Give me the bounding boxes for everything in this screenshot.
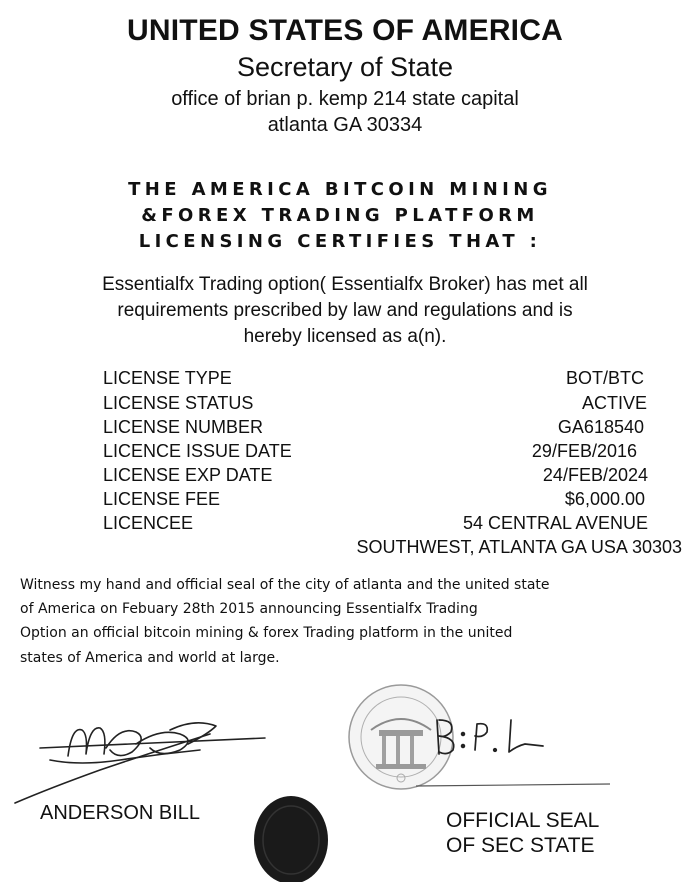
official-seal-label-line1: OFFICIAL SEAL bbox=[446, 809, 600, 832]
license-exp-date-value: 24/FEB/2024 bbox=[542, 465, 648, 485]
intro-line1: Essentialfx Trading option( Essentialfx Broker) has met all bbox=[102, 274, 588, 295]
document-office: Secretary of State bbox=[236, 52, 454, 82]
office-address-line1: office of brian p. kemp 214 state capital bbox=[171, 88, 519, 110]
license-fee-value: $6,000.00 bbox=[564, 489, 645, 509]
license-fee-label: LICENSE FEE bbox=[103, 489, 221, 509]
certificate-title-line1: THE AMERICA BITCOIN MINING bbox=[128, 179, 552, 200]
handwritten-signature bbox=[10, 708, 280, 808]
witness-line1: Witness my hand and official seal of the city of atlanta and the united state bbox=[20, 577, 550, 593]
certificate-title-line2: &FOREX TRADING PLATFORM bbox=[141, 205, 539, 226]
license-exp-date-label: LICENSE EXP DATE bbox=[103, 465, 273, 485]
witness-line3: Option an official bitcoin mining & forex Trading platform in the united bbox=[20, 625, 513, 641]
initials-signature bbox=[425, 712, 550, 762]
licencee-address-line1: 54 CENTRAL AVENUE bbox=[462, 513, 648, 533]
license-status-label: LICENSE STATUS bbox=[103, 393, 254, 413]
witness-line2: of America on Febuary 28th 2015 announcing Essentialfx Trading bbox=[20, 601, 478, 617]
license-issue-date-value: 29/FEB/2016 bbox=[531, 441, 637, 461]
witness-line4: states of America and world at large. bbox=[20, 650, 280, 666]
certificate-title-line3: LICENSING CERTIFIES THAT : bbox=[138, 231, 542, 252]
license-type-value: BOT/BTC bbox=[565, 368, 644, 388]
license-status-value: ACTIVE bbox=[581, 393, 647, 413]
license-issue-date-label: LICENCE ISSUE DATE bbox=[103, 441, 292, 461]
black-stamp-icon bbox=[251, 790, 331, 882]
license-type-label: LICENSE TYPE bbox=[103, 368, 232, 388]
license-number-label: LICENSE NUMBER bbox=[103, 417, 264, 437]
intro-line2: requirements prescribed by law and regulations and is bbox=[117, 300, 573, 321]
signatory-name: ANDERSON BILL bbox=[40, 802, 201, 824]
document-country: UNITED STATES OF AMERICA bbox=[127, 14, 563, 47]
licencee-label: LICENCEE bbox=[103, 513, 194, 533]
intro-line3: hereby licensed as a(n). bbox=[243, 326, 447, 347]
license-number-value: GA618540 bbox=[557, 417, 644, 437]
office-address-line2: atlanta GA 30334 bbox=[267, 114, 423, 136]
official-seal-label-line2: OF SEC STATE bbox=[446, 834, 595, 857]
seal-signature-line bbox=[414, 776, 614, 792]
licencee-address-line2: SOUTHWEST, ATLANTA GA USA 30303 bbox=[356, 537, 682, 557]
